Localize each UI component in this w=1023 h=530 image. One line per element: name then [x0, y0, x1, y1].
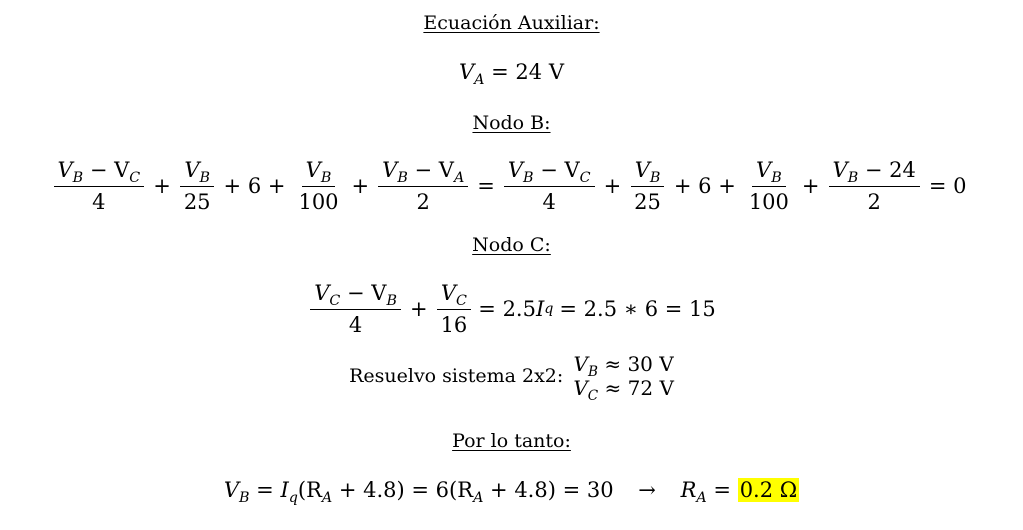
heading-ecuacion-auxiliar: Ecuación Auxiliar: [423, 12, 600, 34]
va-rhs: = 24 V [491, 60, 564, 84]
heading-nodo-b: Nodo B: [472, 112, 551, 134]
frac-vc-16: $\frac{V_C}{16}$ [437, 280, 472, 338]
equation-final: $V_B = I_q(R_A + 4.8) = 6(R_A + 4.8) = 30 \to R_A = 0.2$ Ω [223, 478, 798, 506]
heading-por-lo-tanto: Por lo tanto: [452, 430, 571, 452]
frac-vb-100: $\frac{V_B}{100}$ [298, 158, 339, 214]
system-values: $V_B \approx 30$ V $V_C \approx 72$ V [573, 352, 674, 404]
equation-nodo-b: $\frac{V_B - V_C}{4}$ + $\frac{V_B}{25}$ + 6 + $\frac{V_B}{100}$ + $\frac{V_B - V_A}{2}$ = $\frac{V_B - V_C}{4}$ + $\frac{V_B}{25}$ + 6 + $\frac{V_B}{100}$ + $\frac{V_B - 24}{2}$ = 0 [0, 156, 1023, 216]
frac-vb-24-2: $\frac{V_B - 24}{2}$ [829, 157, 920, 215]
va-sub: A [474, 71, 485, 88]
frac-vb-100-b: $\frac{V_B}{100}$ [748, 158, 789, 214]
frac-vc-vb-4: $\frac{V_C - V_B}{4}$ [310, 280, 401, 338]
result-highlight: 0.2 Ω [739, 478, 798, 502]
equation-va [0, 60, 1023, 88]
frac-vb-25-b: $\frac{V_B}{25}$ [630, 157, 665, 215]
frac-vb-va-2: $\frac{V_B - V_A}{2}$ [378, 157, 468, 215]
arrow-icon: → [638, 478, 656, 502]
frac-vb-25: $\frac{V_B}{25}$ [180, 157, 215, 215]
frac-vb-vc-4-b: $\frac{V_B - V_C}{4}$ [504, 157, 595, 215]
heading-nodo-c: Nodo C: [472, 234, 551, 256]
va-symbol: V [458, 60, 475, 84]
system-label: Resuelvo sistema 2x2: [349, 365, 564, 387]
equation-nodo-c: $\frac{V_C - V_B}{4}$ + $\frac{V_C}{16}$ = 2.5 I q = 2.5 ∗ 6 = 15 [0, 278, 1023, 340]
frac-vb-vc-4: $\frac{V_B - V_C}{4}$ [54, 157, 145, 215]
system-solution [0, 352, 1023, 404]
